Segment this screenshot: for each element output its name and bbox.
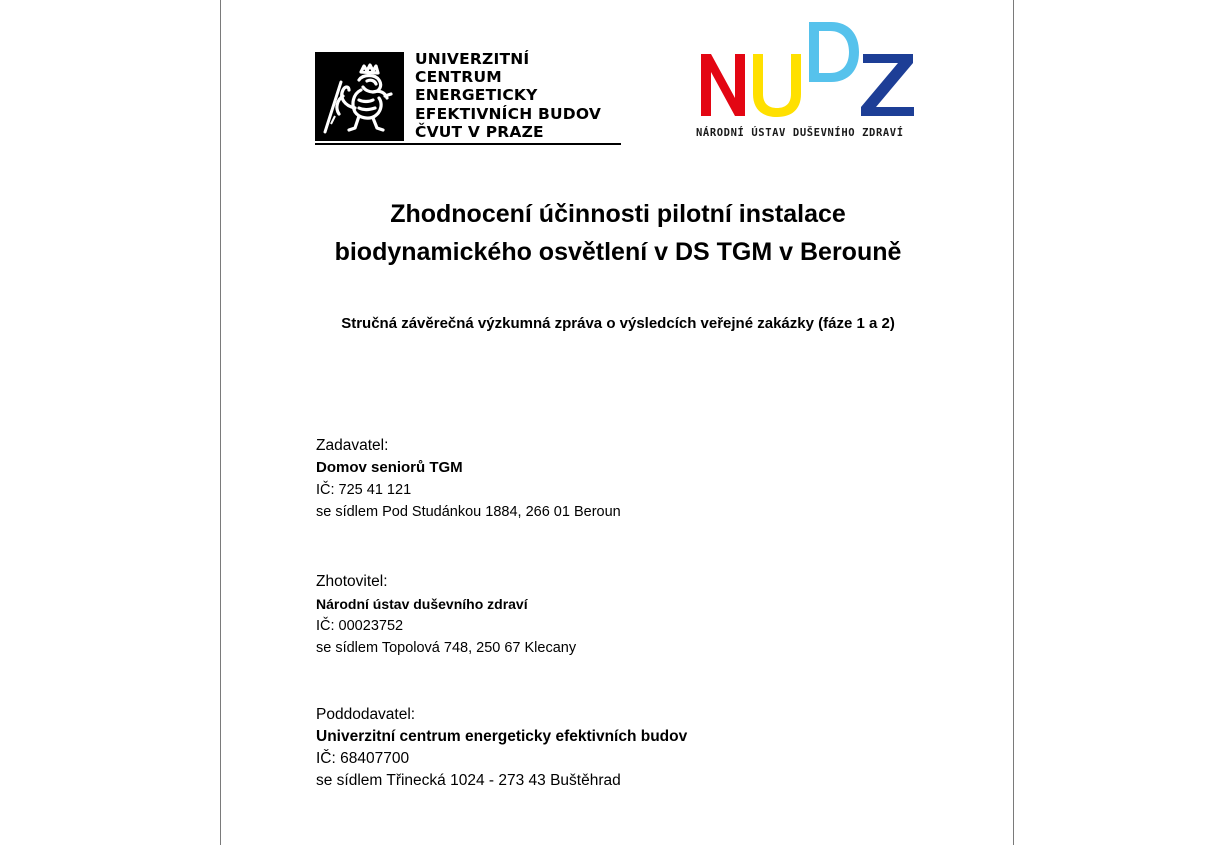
title-line-1: Zhodnocení účinnosti pilotní instalace	[390, 200, 846, 228]
nudz-logo	[695, 18, 921, 142]
party-address: se sídlem Topolová 748, 250 67 Klecany	[316, 640, 577, 656]
party-id: IČ: 00023752	[316, 618, 404, 634]
uceeb-line: CENTRUM	[415, 68, 502, 87]
uceeb-wordmark	[415, 50, 601, 141]
party-id: IČ: 725 41 121	[316, 482, 412, 498]
party-role: Zhotovitel:	[316, 573, 388, 590]
uceeb-logo	[315, 52, 621, 146]
party-contractor	[316, 571, 916, 659]
party-subcontractor	[316, 704, 916, 792]
party-name: Národní ústav duševního zdraví	[316, 596, 528, 612]
document-page	[220, 0, 1014, 845]
party-name: Domov seniorů TGM	[316, 459, 463, 476]
nudz-wordmark	[695, 18, 921, 122]
uceeb-line: ČVUT V PRAZE	[415, 122, 544, 141]
logo-underline	[315, 143, 621, 145]
party-address: se sídlem Pod Studánkou 1884, 266 01 Beroun	[316, 504, 621, 520]
uceeb-line: ENERGETICKY	[415, 86, 538, 105]
party-address: se sídlem Třinecká 1024 - 273 43 Buštěhrad	[316, 772, 621, 789]
uceeb-line: EFEKTIVNÍCH BUDOV	[415, 104, 602, 123]
document-subtitle: Stručná závěrečná výzkumná zpráva o výsledcích veřejné zakázky (fáze 1 a 2)	[341, 315, 895, 332]
party-contracting-authority	[316, 435, 916, 523]
party-role: Zadavatel:	[316, 437, 389, 454]
nudz-tagline: NÁRODNÍ ÚSTAV DUŠEVNÍHO ZDRAVÍ	[696, 127, 904, 139]
party-id: IČ: 68407700	[316, 750, 410, 767]
party-role: Poddodavatel:	[316, 706, 416, 723]
party-name: Univerzitní centrum energeticky efektivních budov	[316, 728, 688, 745]
document-title	[221, 195, 1015, 271]
czech-lion-emblem	[315, 52, 404, 141]
uceeb-line: UNIVERZITNÍ	[415, 50, 530, 68]
title-line-2: biodynamického osvětlení v DS TGM v Berouně	[334, 238, 902, 266]
lion-icon	[315, 52, 404, 141]
